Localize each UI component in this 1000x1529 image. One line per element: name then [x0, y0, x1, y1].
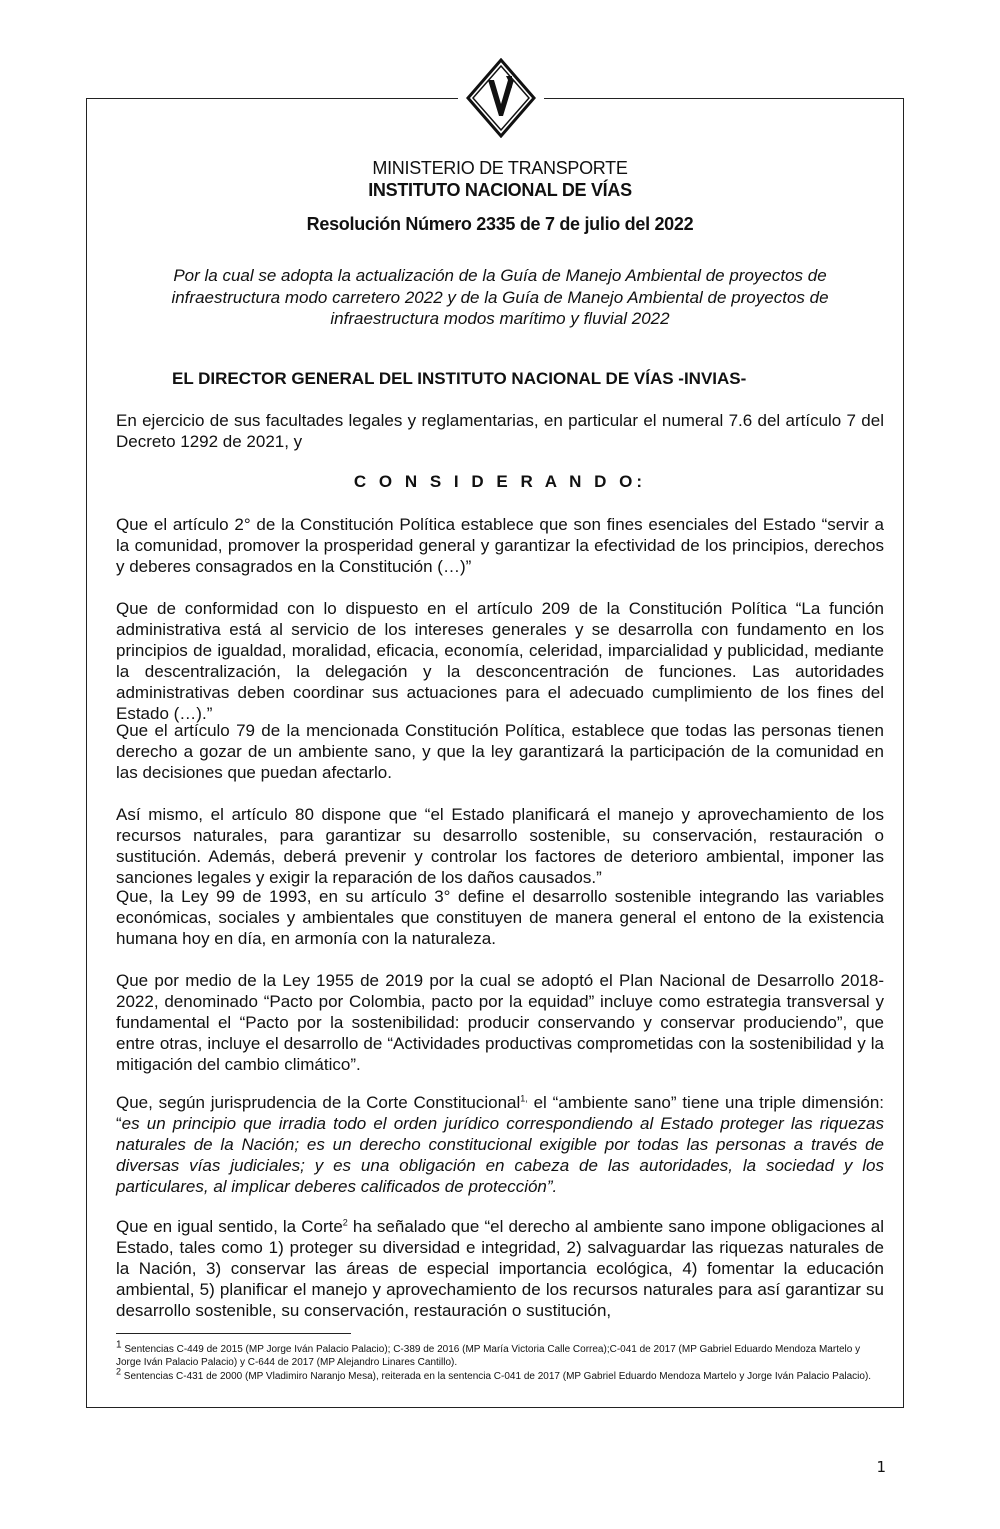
- director-title: EL DIRECTOR GENERAL DEL INSTITUTO NACIONAL DE VÍAS -INVIAS-: [172, 369, 747, 388]
- resolution-subject: Por la cual se adopta la actualización de la Guía de Manejo Ambiental de proyectos de infraestructura modo carretero 2022 y de la Guía de Manejo Ambiental de proyectos de infraestructura modos marítimo y fluvial 2022: [171, 266, 829, 328]
- paragraph-4: Así mismo, el artículo 80 dispone que “el Estado planificará el manejo y aprovechamiento de los recursos naturales, para garantizar su desarrollo sostenible, su conservación, restauración o sustitución. Además, deberá prevenir y controlar los factores de deterioro ambiental, imponer las sanciones legales y exigir la reparación de los daños causados.”: [116, 805, 884, 887]
- paragraph-7-start: Que, según jurisprudencia de la Corte Constitucional: [116, 1093, 521, 1112]
- page-number: 1: [876, 1458, 886, 1476]
- footnote-ref-2: 2: [342, 1217, 348, 1228]
- paragraph-5: Que, la Ley 99 de 1993, en su artículo 3° define el desarrollo sostenible integrando las variables económicas, sociales y ambientales que constituyen de manera general el entono de la existencia humana hoy en día, en armonía con la naturaleza.: [116, 887, 884, 948]
- footnote-1-mark: 1: [116, 1339, 122, 1351]
- footnote-ref-1: 1,: [520, 1093, 528, 1104]
- paragraph-6: Que por medio de la Ley 1955 de 2019 por la cual se adoptó el Plan Nacional de Desarrollo 2018-2022, denominado “Pacto por Colombia, pacto por la equidad” incluye como estrategia transversal y fundamental el “Pacto por la sostenibilidad: producir conservando y conservar produciendo”, que entre otras, incluye el desarrollo de “Actividades productivas comprometidas con la sostenibilidad y la mitigación del cambio climático”.: [116, 971, 884, 1074]
- paragraph-1: Que el artículo 2° de la Constitución Política establece que son fines esenciales del Estado “servir a la comunidad, promover la prosperidad general y garantizar la efectividad de los principios, derechos y deberes consagrados en la Constitución (…)”: [116, 515, 884, 576]
- paragraph-7-middle: el “ambiente sano” tiene una triple dimensión: “: [116, 1093, 885, 1133]
- footnote-1-text: Sentencias C-449 de 2015 (MP Jorge Iván Palacio Palacio); C-389 de 2016 (MP María Victoria Calle Correa);C-041 de 2017 (MP Gabriel Eduardo Mendoza Martelo y Jorge Iván Palacio Palacio) y C-644 de 2017 (MP Alejandro Linares Cantillo).: [116, 1344, 861, 1368]
- paragraph-2: Que de conformidad con lo dispuesto en el artículo 209 de la Constitución Política “La función administrativa está al servicio de los intereses generales y se desarrolla con fundamento en los principios de igualdad, moralidad, eficacia, economía, celeridad, imparcialidad y publicidad, mediante la descentralización, la delegación y la desconcentración de funciones. Las autoridades administrativas deben coordinar sus actuaciones para el adecuado cumplimiento de los fines del Estado (…).”: [116, 599, 884, 723]
- invias-logo: [466, 58, 536, 138]
- paragraph-8-rest: ha señalado que “el derecho al ambiente sano impone obligaciones al Estado, tales como 1) proteger su diversidad e integridad, 2) salvaguardar las riquezas naturales de la Nación, 3) conservar las áreas de especial importancia ecológica, 4) fomentar la educación ambiental, 5) planificar el manejo y aprovechamiento de los recursos naturales para así garantizar su desarrollo sostenible, su conservación, restauración o sustitución,: [116, 1217, 885, 1320]
- resolution-title: Resolución Número 2335 de 7 de julio del 2022: [306, 214, 694, 234]
- considerando-heading: C O N S I D E R A N D O:: [353, 472, 647, 491]
- preamble: En ejercicio de sus facultades legales y reglamentarias, en particular el numeral 7.6 del artículo 7 del Decreto 1292 de 2021, y: [116, 411, 884, 451]
- ministry-title: MINISTERIO DE TRANSPORTE: [372, 158, 628, 178]
- paragraph-8: [116, 1216, 884, 1321]
- footnote-2-mark: 2: [116, 1366, 122, 1377]
- paragraph-3: Que el artículo 79 de la mencionada Constitución Política, establece que todas las personas tienen derecho a gozar de un ambiente sano, y que la ley garantizará la participación de la comunidad en las decisiones que puedan afectarlo.: [116, 721, 884, 782]
- footnote-1: [116, 1339, 884, 1369]
- paragraph-7: [116, 1092, 884, 1197]
- footnote-2-text: Sentencias C-431 de 2000 (MP Vladimiro Naranjo Mesa), reiterada en la sentencia C-041 de 2017 (MP Gabriel Eduardo Mendoza Martelo y Jorge Iván Palacio Palacio).: [123, 1371, 872, 1382]
- paragraph-7-quote: es un principio que irradia todo el orden jurídico correspondiendo al Estado proteger las riquezas naturales de la Nación; es un derecho constitucional exigible por todas las personas a través de diversas vías judiciales; y es una obligación en cabeza de las autoridades, la sociedad y los particulares, al implicar deberes calificados de protección”.: [116, 1114, 884, 1196]
- institute-title: INSTITUTO NACIONAL DE VÍAS: [368, 180, 632, 200]
- paragraph-8-start: Que en igual sentido, la Corte: [116, 1217, 343, 1236]
- footnote-2: [116, 1366, 884, 1384]
- footnote-separator: [116, 1333, 351, 1334]
